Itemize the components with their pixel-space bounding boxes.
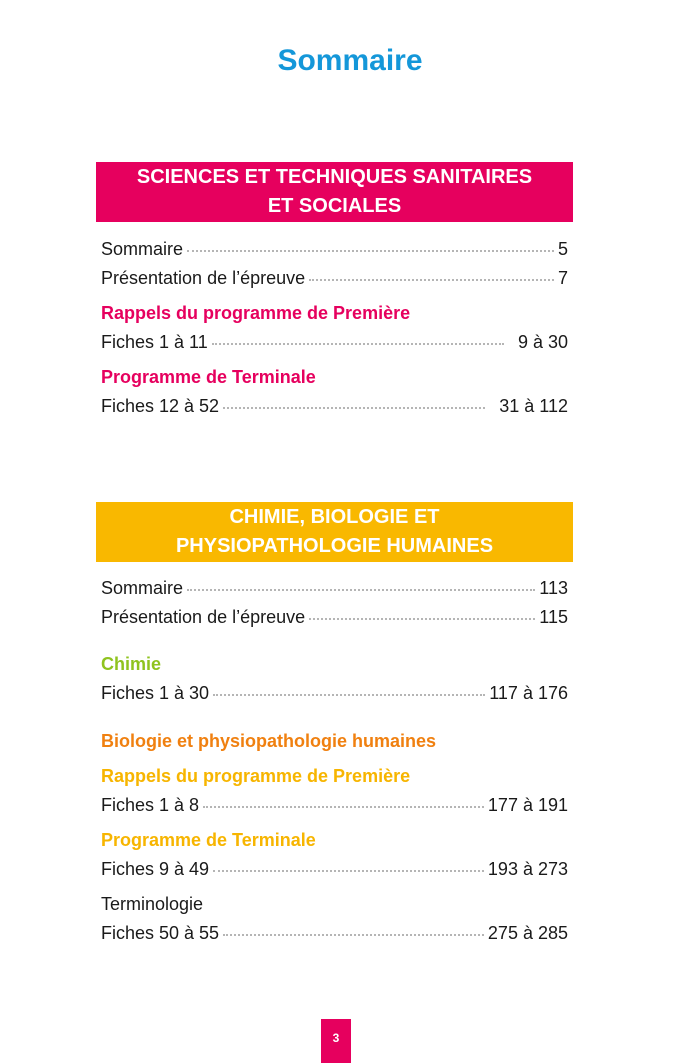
toc-entry-fiches[interactable] bbox=[101, 856, 568, 882]
toc-entry-sommaire[interactable] bbox=[101, 575, 568, 601]
leader-dots bbox=[213, 694, 485, 696]
entry-page: 177 à 191 bbox=[487, 795, 568, 815]
leader-dots bbox=[223, 934, 484, 936]
leader-dots bbox=[309, 279, 554, 281]
entry-label: Présentation de l’épreuve bbox=[101, 607, 306, 627]
toc-entry-fiches[interactable] bbox=[101, 393, 568, 419]
subsection-heading-terminale: Programme de Terminale bbox=[101, 830, 316, 850]
entry-page: 5 bbox=[557, 239, 568, 259]
entry-label: Fiches 50 à 55 bbox=[101, 923, 220, 943]
entry-page: 115 bbox=[539, 607, 568, 627]
subsection-heading-terminale: Programme de Terminale bbox=[101, 367, 316, 387]
entry-page: 9 à 30 bbox=[517, 332, 568, 352]
entry-label: Fiches 9 à 49 bbox=[101, 859, 210, 879]
subsection-heading-terminologie: Terminologie bbox=[101, 894, 204, 914]
entry-page: 275 à 285 bbox=[487, 923, 568, 943]
page-number: 3 bbox=[321, 1019, 351, 1063]
entry-label: Sommaire bbox=[101, 578, 184, 598]
leader-dots bbox=[203, 806, 484, 808]
entry-page: 193 à 273 bbox=[487, 859, 568, 879]
toc-entry-presentation[interactable] bbox=[101, 265, 568, 291]
banner-line: SCIENCES ET TECHNIQUES SANITAIRES bbox=[136, 166, 533, 188]
subsection-heading-biologie: Biologie et physiopathologie humaines bbox=[101, 731, 437, 751]
entry-page: 7 bbox=[557, 268, 568, 288]
toc-entry-fiches[interactable] bbox=[101, 329, 568, 355]
leader-dots bbox=[213, 870, 484, 872]
subsection-heading-chimie: Chimie bbox=[101, 654, 162, 674]
toc-entry-fiches[interactable] bbox=[101, 792, 568, 818]
entry-label: Sommaire bbox=[101, 239, 184, 259]
toc-entry-fiches[interactable] bbox=[101, 920, 568, 946]
subsection-heading-rappels: Rappels du programme de Première bbox=[101, 303, 411, 323]
subsection-heading-rappels: Rappels du programme de Première bbox=[101, 766, 411, 786]
entry-page: 117 à 176 bbox=[489, 683, 568, 703]
leader-dots bbox=[212, 343, 504, 345]
entry-page: 113 bbox=[539, 578, 568, 598]
entry-label: Fiches 1 à 11 bbox=[101, 332, 208, 352]
toc-entry-presentation[interactable] bbox=[101, 604, 568, 630]
toc-entry-sommaire[interactable] bbox=[101, 236, 568, 262]
banner-line: PHYSIOPATHOLOGIE HUMAINES bbox=[175, 535, 494, 557]
section-banner-chimie-biologie bbox=[96, 502, 573, 562]
toc-entry-fiches[interactable] bbox=[101, 680, 568, 706]
entry-label: Fiches 1 à 30 bbox=[101, 683, 210, 703]
page-title: Sommaire bbox=[277, 44, 423, 77]
leader-dots bbox=[187, 250, 554, 252]
banner-line: ET SOCIALES bbox=[267, 195, 402, 217]
entry-page: 31 à 112 bbox=[499, 396, 568, 416]
entry-label: Fiches 12 à 52 bbox=[101, 396, 220, 416]
entry-label: Fiches 1 à 8 bbox=[101, 795, 200, 815]
leader-dots bbox=[223, 407, 485, 409]
leader-dots bbox=[309, 618, 535, 620]
section-banner-sciences bbox=[96, 162, 573, 222]
banner-line: CHIMIE, BIOLOGIE ET bbox=[229, 506, 440, 528]
leader-dots bbox=[187, 589, 535, 591]
entry-label: Présentation de l’épreuve bbox=[101, 268, 306, 288]
